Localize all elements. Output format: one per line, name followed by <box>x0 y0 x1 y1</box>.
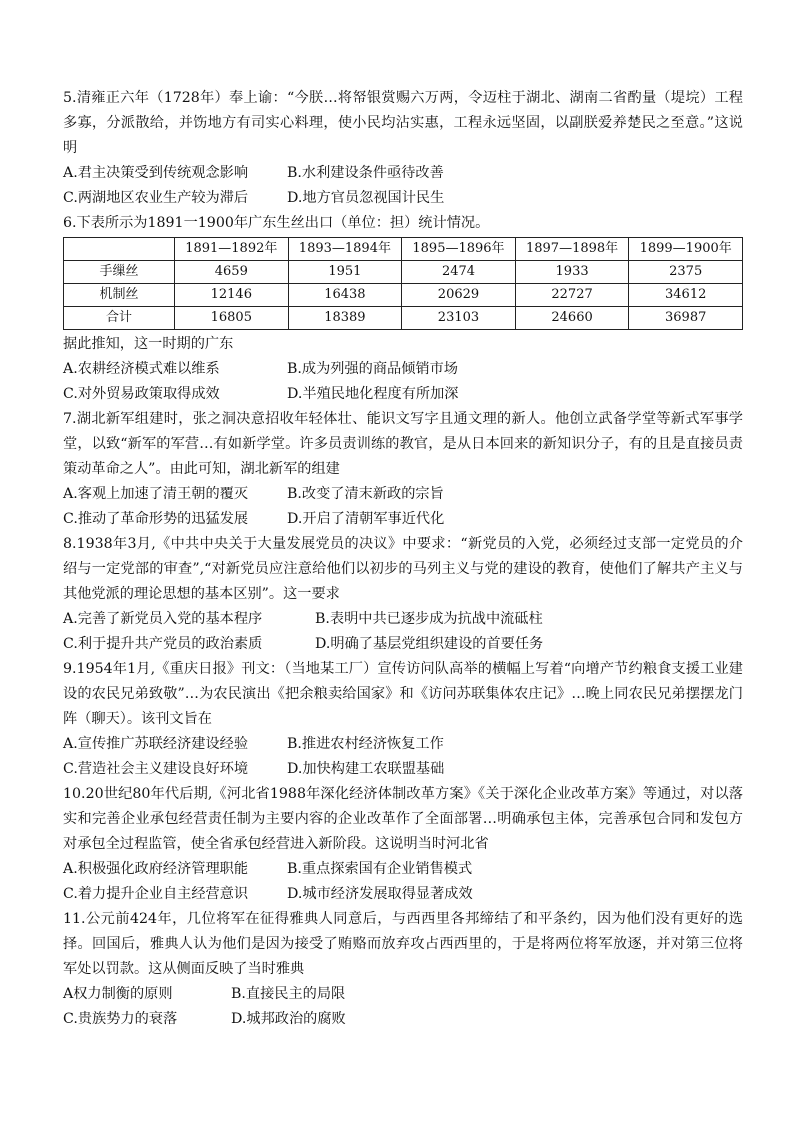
question-stem: 10.20世纪80年代后期,《河北省1988年深化经济体制改革方案》《关于深化企业改革方案》等通过，对以落实和完善企业承包经营责任制为主要内容的企业改革作了全面部署…明确承包主体，完善承包合同和发包方对承包全过程监管，使全省承包经营进入新阶段。这说明当时河北省 <box>63 786 743 852</box>
table-row <box>64 284 743 307</box>
table-cell: 22727 <box>515 284 629 307</box>
question-6 <box>63 211 743 407</box>
option-c[interactable]: C.贵族势力的衰落 <box>63 1011 178 1027</box>
table-header-row <box>64 238 743 261</box>
option-a[interactable]: A.积极强化政府经济管理职能 <box>63 861 249 877</box>
options <box>63 161 743 211</box>
option-b[interactable]: B.改变了清末新政的宗旨 <box>287 486 444 502</box>
exam-sheet <box>63 86 743 1032</box>
question-11 <box>63 907 743 1032</box>
option-b[interactable]: B.水利建设条件亟待改善 <box>287 165 444 181</box>
option-a[interactable]: A.君主决策受到传统观念影响 <box>63 165 249 181</box>
options <box>63 982 743 1032</box>
table-cell: 1951 <box>288 261 402 284</box>
table-cell: 23103 <box>402 307 516 330</box>
option-b[interactable]: B.表明中共已逐步成为抗战中流砥柱 <box>315 611 543 627</box>
option-d[interactable]: D.地方官员忽视国计民生 <box>287 190 445 206</box>
question-9 <box>63 657 743 782</box>
silk-export-table <box>63 237 743 330</box>
table-cell: 18389 <box>288 307 402 330</box>
option-b[interactable]: B.重点探索国有企业销售模式 <box>287 861 473 877</box>
option-c[interactable]: C.营造社会主义建设良好环境 <box>63 761 249 777</box>
question-followup: 据此推知，这一时期的广东 <box>63 336 234 352</box>
table-cell: 1933 <box>515 261 629 284</box>
table-cell: 20629 <box>402 284 516 307</box>
options <box>63 607 743 657</box>
table-cell: 36987 <box>629 307 743 330</box>
option-a[interactable]: A.农耕经济模式难以维系 <box>63 361 220 377</box>
option-a[interactable]: A.客观上加速了清王朝的覆灭 <box>63 486 249 502</box>
table-header-cell: 1899—1900年 <box>629 238 743 261</box>
option-d[interactable]: D.城邦政治的腐败 <box>231 1011 346 1027</box>
option-a[interactable]: A.完善了新党员入党的基本程序 <box>63 611 263 627</box>
question-7 <box>63 407 743 532</box>
table-cell: 4659 <box>175 261 289 284</box>
question-stem: 7.湖北新军组建时，张之洞决意招收年轻体壮、能识文写字且通文理的新人。他创立武备学堂等新式军事学堂，以致“新军的军营…有如新学堂。许多员责训练的教官，是从日本回来的新知识分子，有的且是直接员责策动革命之人”。由此可知，湖北新军的组建 <box>63 411 743 477</box>
question-8 <box>63 532 743 657</box>
option-d[interactable]: D.城市经济发展取得显著成效 <box>287 886 473 902</box>
table-row <box>64 307 743 330</box>
table-header-cell: 1891—1892年 <box>175 238 289 261</box>
option-a[interactable]: A权力制衡的原则 <box>63 986 173 1002</box>
table-header-cell: 1893—1894年 <box>288 238 402 261</box>
option-d[interactable]: D.半殖民地化程度有所加深 <box>287 386 459 402</box>
option-b[interactable]: B.成为列强的商品倾销市场 <box>287 361 458 377</box>
table-header-cell <box>64 238 175 261</box>
options <box>63 857 743 907</box>
option-a[interactable]: A.宣传推广苏联经济建设经验 <box>63 736 249 752</box>
option-d[interactable]: D.开启了清朝军事近代化 <box>287 511 445 527</box>
table-cell: 24660 <box>515 307 629 330</box>
table-cell: 16438 <box>288 284 402 307</box>
options <box>63 732 743 782</box>
option-d[interactable]: D.加快构建工农联盟基础 <box>287 761 445 777</box>
table-cell: 手缫丝 <box>64 261 175 284</box>
question-stem: 11.公元前424年，几位将军在征得雅典人同意后，与西西里各邦缔结了和平条约，因为他们没有更好的选择。回国后，雅典人认为他们是因为接受了贿赂而放弃攻占西西里的，于是将两位将军放逐，并对第三位将军处以罚款。这从侧面反映了当时雅典 <box>63 911 743 977</box>
option-b[interactable]: B.直接民主的局限 <box>231 986 346 1002</box>
table-cell: 机制丝 <box>64 284 175 307</box>
option-c[interactable]: C.利于提升共产党员的政治素质 <box>63 636 263 652</box>
table-header-cell: 1895—1896年 <box>402 238 516 261</box>
option-c[interactable]: C.两湖地区农业生产较为滞后 <box>63 190 249 206</box>
table-header-cell: 1897—1898年 <box>515 238 629 261</box>
question-stem: 6.下表所示为1891一1900年广东生丝出口（单位：担）统计情况。 <box>63 215 490 231</box>
question-stem: 8.1938年3月,《中共中央关于大量发展党员的决议》中要求：“新党员的入党，必须经过支部一定党员的介绍与一定党部的审查”,“对新党员应注意给他们以初步的马列主义与党的建设的教育，使他们了解共产主义与其他党派的理论思想的基本区别”。这一要求 <box>63 536 743 602</box>
option-c[interactable]: C.着力提升企业自主经营意识 <box>63 886 249 902</box>
options <box>63 357 743 407</box>
option-d[interactable]: D.明确了基层党组织建设的首要任务 <box>315 636 544 652</box>
table-row <box>64 261 743 284</box>
table-cell: 12146 <box>175 284 289 307</box>
option-b[interactable]: B.推进农村经济恢复工作 <box>287 736 444 752</box>
option-c[interactable]: C.推动了革命形势的迅猛发展 <box>63 511 249 527</box>
table-cell: 2474 <box>402 261 516 284</box>
question-stem: 9.1954年1月,《重庆日报》刊文：（当地某工厂）宣传访问队高举的横幅上写着“向增产节约粮食支援工业建设的农民兄弟致敬”…为农民演出《把余粮卖给国家》和《访问苏联集体农庄记》…晚上同农民兄弟摆摆龙门阵（聊天）。该刊文旨在 <box>63 661 743 727</box>
option-c[interactable]: C.对外贸易政策取得成效 <box>63 386 220 402</box>
question-5 <box>63 86 743 211</box>
table-cell: 合计 <box>64 307 175 330</box>
table-cell: 2375 <box>629 261 743 284</box>
question-10 <box>63 782 743 907</box>
table-cell: 34612 <box>629 284 743 307</box>
question-stem: 5.清雍正六年（1728年）奉上谕：“今朕…将帑银赏赐六万两，令迈柱于湖北、湖南二省酌量（堤垸）工程多寡，分派散给，并饬地方有司实心料理，使小民均沾实惠，工程永远坚固，以副朕爱养楚民之至意。”这说明 <box>63 90 743 156</box>
table-cell: 16805 <box>175 307 289 330</box>
options <box>63 482 743 532</box>
